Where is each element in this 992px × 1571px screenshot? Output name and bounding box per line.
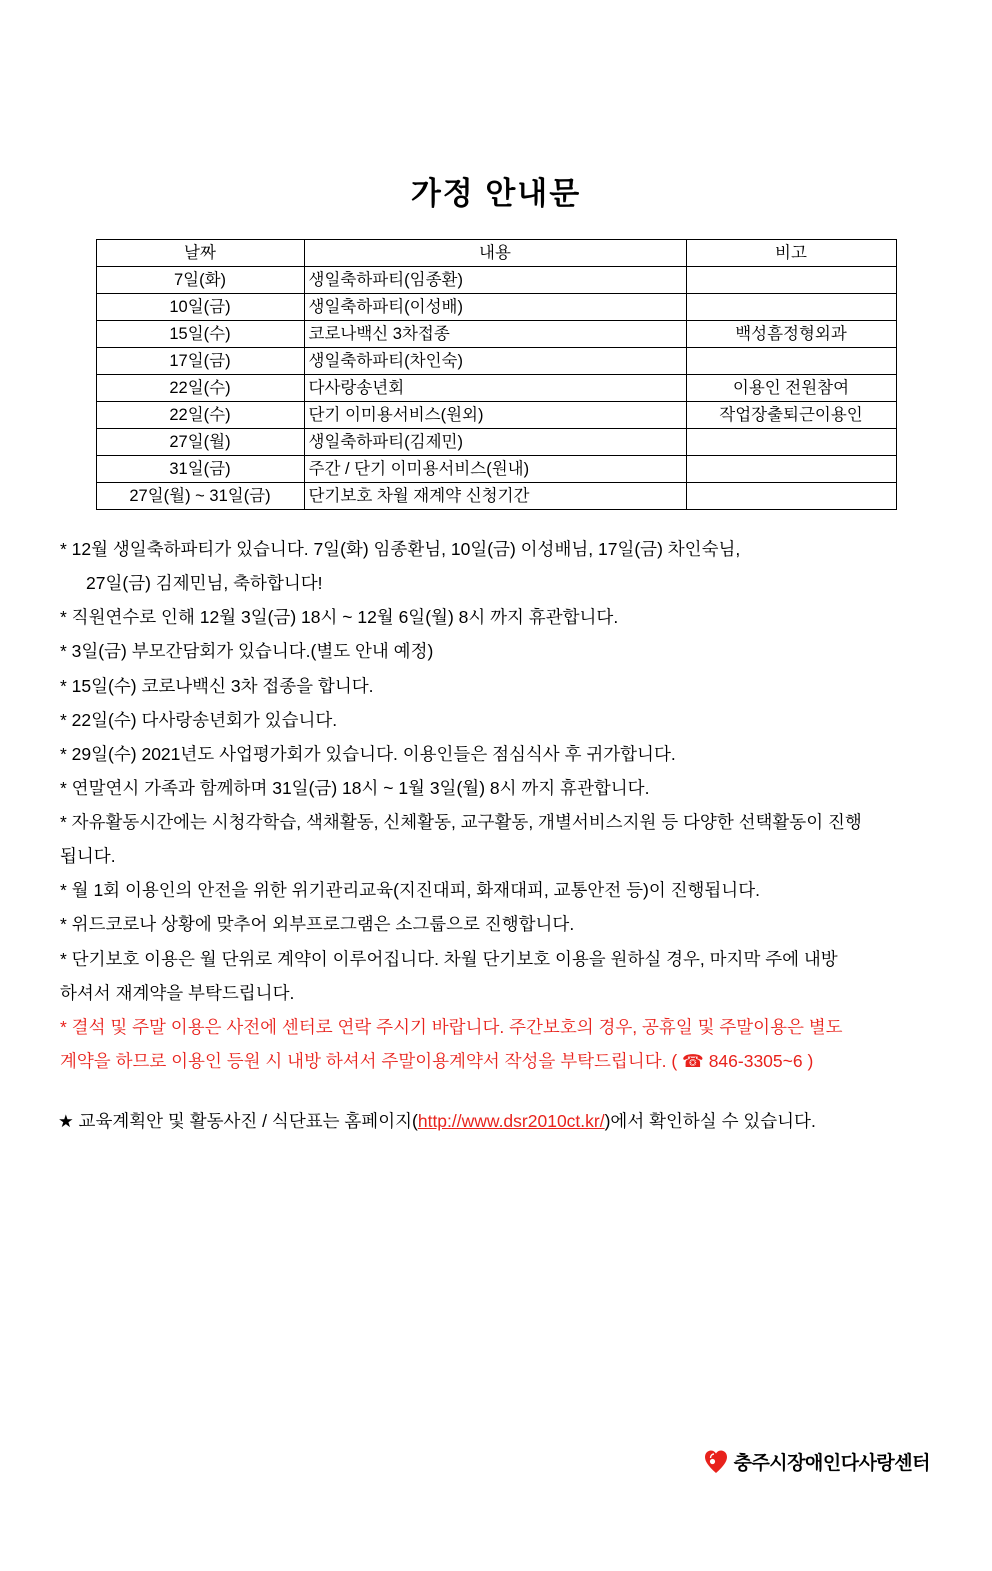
- cell-content: 생일축하파티(이성배): [304, 294, 686, 321]
- cell-content: 단기보호 차월 재계약 신청기간: [304, 483, 686, 510]
- cell-note: [686, 267, 896, 294]
- cell-note: [686, 348, 896, 375]
- cell-note: 백성흠정형외과: [686, 321, 896, 348]
- table-row: [96, 321, 896, 348]
- note-line: * 자유활동시간에는 시청각학습, 색채활동, 신체활동, 교구활동, 개별서비스지원 등 다양한 선택활동이 진행: [60, 812, 862, 832]
- cell-note: [686, 483, 896, 510]
- note-line: * 15일(수) 코로나백신 3차 접종을 합니다.: [60, 675, 374, 696]
- cell-date: 27일(월): [96, 429, 304, 456]
- cell-date: 17일(금): [96, 348, 304, 375]
- table-row: [96, 429, 896, 456]
- document-page: [0, 168, 992, 1571]
- homepage-note-prefix: ★ 교육계획안 및 활동사진 / 식단표는 홈페이지(: [58, 1111, 418, 1131]
- cell-note: [686, 456, 896, 483]
- cell-date: 15일(수): [96, 321, 304, 348]
- note-line: * 12월 생일축하파티가 있습니다. 7일(화) 임종환님, 10일(금) 이성배님, 17일(금) 차인숙님,: [60, 539, 741, 559]
- table-row: [96, 402, 896, 429]
- column-header-content: 내용: [304, 240, 686, 267]
- notes-list: [58, 532, 934, 1078]
- cell-date: 31일(금): [96, 456, 304, 483]
- cell-date: 22일(수): [96, 375, 304, 402]
- page-title: 가정 안내문: [410, 176, 582, 211]
- cell-date: 22일(수): [96, 402, 304, 429]
- table-row: [96, 456, 896, 483]
- note-line: * 29일(수) 2021년도 사업평가회가 있습니다. 이용인들은 점심식사 후 귀가합니다.: [60, 743, 676, 764]
- column-header-date: 날짜: [96, 240, 304, 267]
- note-line: * 단기보호 이용은 월 단위로 계약이 이루어집니다. 차월 단기보호 이용을 원하실 경우, 마지막 주에 내방: [60, 948, 838, 969]
- cell-content: 생일축하파티(임종환): [304, 267, 686, 294]
- cell-content: 생일축하파티(차인숙): [304, 348, 686, 375]
- note-line: * 월 1회 이용인의 안전을 위한 위기관리교육(지진대피, 화재대피, 교통안전 등)이 진행됩니다.: [60, 880, 760, 901]
- note-line: 됩니다.: [60, 846, 116, 867]
- table-row: [96, 267, 896, 294]
- homepage-note-suffix: )에서 확인하실 수 있습니다.: [604, 1111, 816, 1131]
- table-row: [96, 294, 896, 321]
- note-line: * 위드코로나 상황에 맞추어 외부프로그램은 소그룹으로 진행합니다.: [60, 914, 575, 935]
- column-header-note: 비고: [686, 240, 896, 267]
- cell-note: 작업장출퇴근이용인: [686, 402, 896, 429]
- cell-content: 단기 이미용서비스(원외): [304, 402, 686, 429]
- cell-date: 7일(화): [96, 267, 304, 294]
- cell-content: 다사랑송년회: [304, 375, 686, 402]
- table-row: [96, 348, 896, 375]
- cell-content: 생일축하파티(김제민): [304, 429, 686, 456]
- cell-date: 27일(월) ~ 31일(금): [96, 483, 304, 510]
- table-row: [96, 375, 896, 402]
- note-line: * 연말연시 가족과 함께하며 31일(금) 18시 ~ 1월 3일(월) 8시 까지 휴관합니다.: [60, 777, 650, 798]
- schedule-table: [96, 239, 897, 510]
- note-line: * 직원연수로 인해 12월 3일(금) 18시 ~ 12월 6일(월) 8시 까지 휴관합니다.: [60, 607, 619, 628]
- note-line: * 22일(수) 다사랑송년회가 있습니다.: [60, 709, 338, 730]
- table-row: [96, 483, 896, 510]
- cell-note: [686, 294, 896, 321]
- footer: [704, 1448, 930, 1475]
- table-header-row: [96, 240, 896, 267]
- note-line: * 결석 및 주말 이용은 사전에 센터로 연락 주시기 바랍니다. 주간보호의 경우, 공휴일 및 주말이용은 별도: [60, 1016, 843, 1037]
- homepage-note: [58, 1104, 934, 1138]
- cell-note: 이용인 전원참여: [686, 375, 896, 402]
- homepage-link[interactable]: http://www.dsr2010ct.kr/: [417, 1111, 605, 1131]
- cell-date: 10일(금): [96, 294, 304, 321]
- note-line: 27일(금) 김제민님, 축하합니다!: [86, 573, 323, 594]
- heart-logo-icon: [704, 1449, 728, 1475]
- note-line: * 3일(금) 부모간담회가 있습니다.(별도 안내 예정): [60, 641, 434, 662]
- cell-content: 주간 / 단기 이미용서비스(원내): [304, 456, 686, 483]
- note-line: 하셔서 재계약을 부탁드립니다.: [60, 982, 295, 1003]
- note-line: 계약을 하므로 이용인 등원 시 내방 하셔서 주말이용계약서 작성을 부탁드립니다. ( ☎ 846-3305~6 ): [60, 1050, 814, 1071]
- cell-content: 코로나백신 3차접종: [304, 321, 686, 348]
- organization-name: 충주시장애인다사랑센터: [733, 1453, 930, 1474]
- cell-note: [686, 429, 896, 456]
